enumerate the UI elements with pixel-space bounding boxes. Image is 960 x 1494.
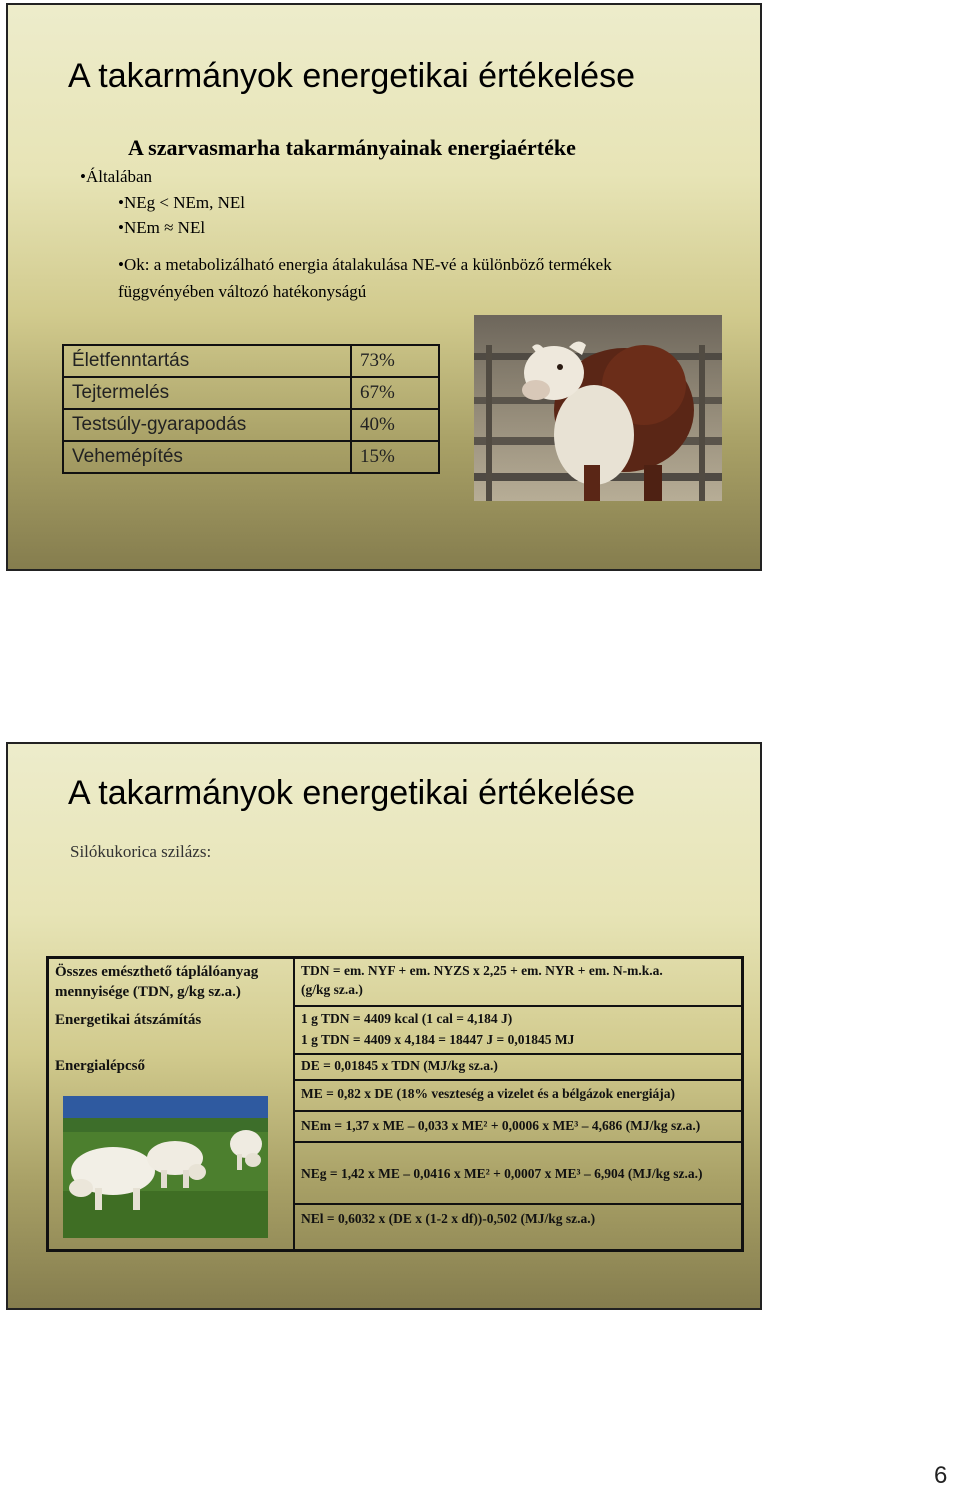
row-divider [293, 1203, 741, 1205]
bullet-nem: •NEm ≈ NEl [118, 218, 206, 237]
table-row [63, 377, 439, 409]
tdn-label-line2: mennyisége (TDN, g/kg sz.a.) [55, 984, 241, 1000]
nem-formula: NEm = 1,37 x ME – 0,033 x ME² + 0,0006 x ME³ – 4,686 (MJ/kg sz.a.) [301, 1118, 701, 1133]
slide-2 [6, 742, 762, 1310]
efficiency-label: Életfenntartás [63, 345, 351, 377]
de-formula: DE = 0,01845 x TDN (MJ/kg sz.a.) [301, 1058, 498, 1073]
hereford-bull-photo [474, 315, 722, 501]
silage-note: Silókukorica szilázs: [70, 842, 212, 861]
slide-title: A takarmányok energetikai értékelése [68, 57, 635, 95]
energy-ladder-label: Energialépcső [55, 1058, 145, 1074]
row-divider [293, 1141, 741, 1143]
bullet-general: •Általában [80, 167, 153, 186]
grazing-cattle-photo [63, 1096, 268, 1238]
bullet-neg: •NEg < NEm, NEl [118, 193, 245, 212]
tdn-formula-line2: (g/kg sz.a.) [301, 982, 363, 997]
efficiency-label: Testsúly-gyarapodás [63, 409, 351, 441]
efficiency-label: Tejtermelés [63, 377, 351, 409]
efficiency-table [62, 344, 440, 474]
row-divider [293, 1079, 741, 1081]
conversion-line2: 1 g TDN = 4409 x 4,184 = 18447 J = 0,01845 MJ [301, 1032, 575, 1047]
table-row [63, 409, 439, 441]
bullet-reason-line1: •Ok: a metabolizálható energia átalakulása NE-vé a különböző termékek [118, 255, 612, 274]
neg-formula: NEg = 1,42 x ME – 0,0416 x ME² + 0,0007 x ME³ – 6,904 (MJ/kg sz.a.) [301, 1166, 703, 1181]
page-number: 6 [934, 1462, 948, 1489]
table-row [63, 345, 439, 377]
tdn-label-line1: Összes emészthető táplálóanyag [55, 964, 259, 980]
slide-1 [6, 3, 762, 571]
column-divider [293, 959, 295, 1249]
nel-formula: NEl = 0,6032 x (DE x (1-2 x df))-0,502 (MJ/kg sz.a.) [301, 1211, 596, 1226]
efficiency-value: 73% [351, 345, 439, 377]
table-row [63, 441, 439, 473]
conversion-line1: 1 g TDN = 4409 kcal (1 cal = 4,184 J) [301, 1011, 513, 1026]
slide-subtitle: A szarvasmarha takarmányainak energiaértéke [128, 135, 576, 160]
conversion-label: Energetikai átszámítás [55, 1012, 202, 1028]
slide-title: A takarmányok energetikai értékelése [68, 774, 635, 812]
efficiency-value: 15% [351, 441, 439, 473]
row-divider [293, 1110, 741, 1112]
row-divider [293, 1005, 741, 1007]
row-divider [293, 1053, 741, 1055]
efficiency-value: 67% [351, 377, 439, 409]
me-formula: ME = 0,82 x DE (18% veszteség a vizelet és a bélgázok energiája) [301, 1086, 675, 1101]
bullet-reason-line2: függvényében változó hatékonyságú [118, 282, 367, 301]
efficiency-value: 40% [351, 409, 439, 441]
tdn-formula-line1: TDN = em. NYF + em. NYZS x 2,25 + em. NYR + em. N-m.k.a. [301, 963, 663, 978]
efficiency-label: Vehemépítés [63, 441, 351, 473]
